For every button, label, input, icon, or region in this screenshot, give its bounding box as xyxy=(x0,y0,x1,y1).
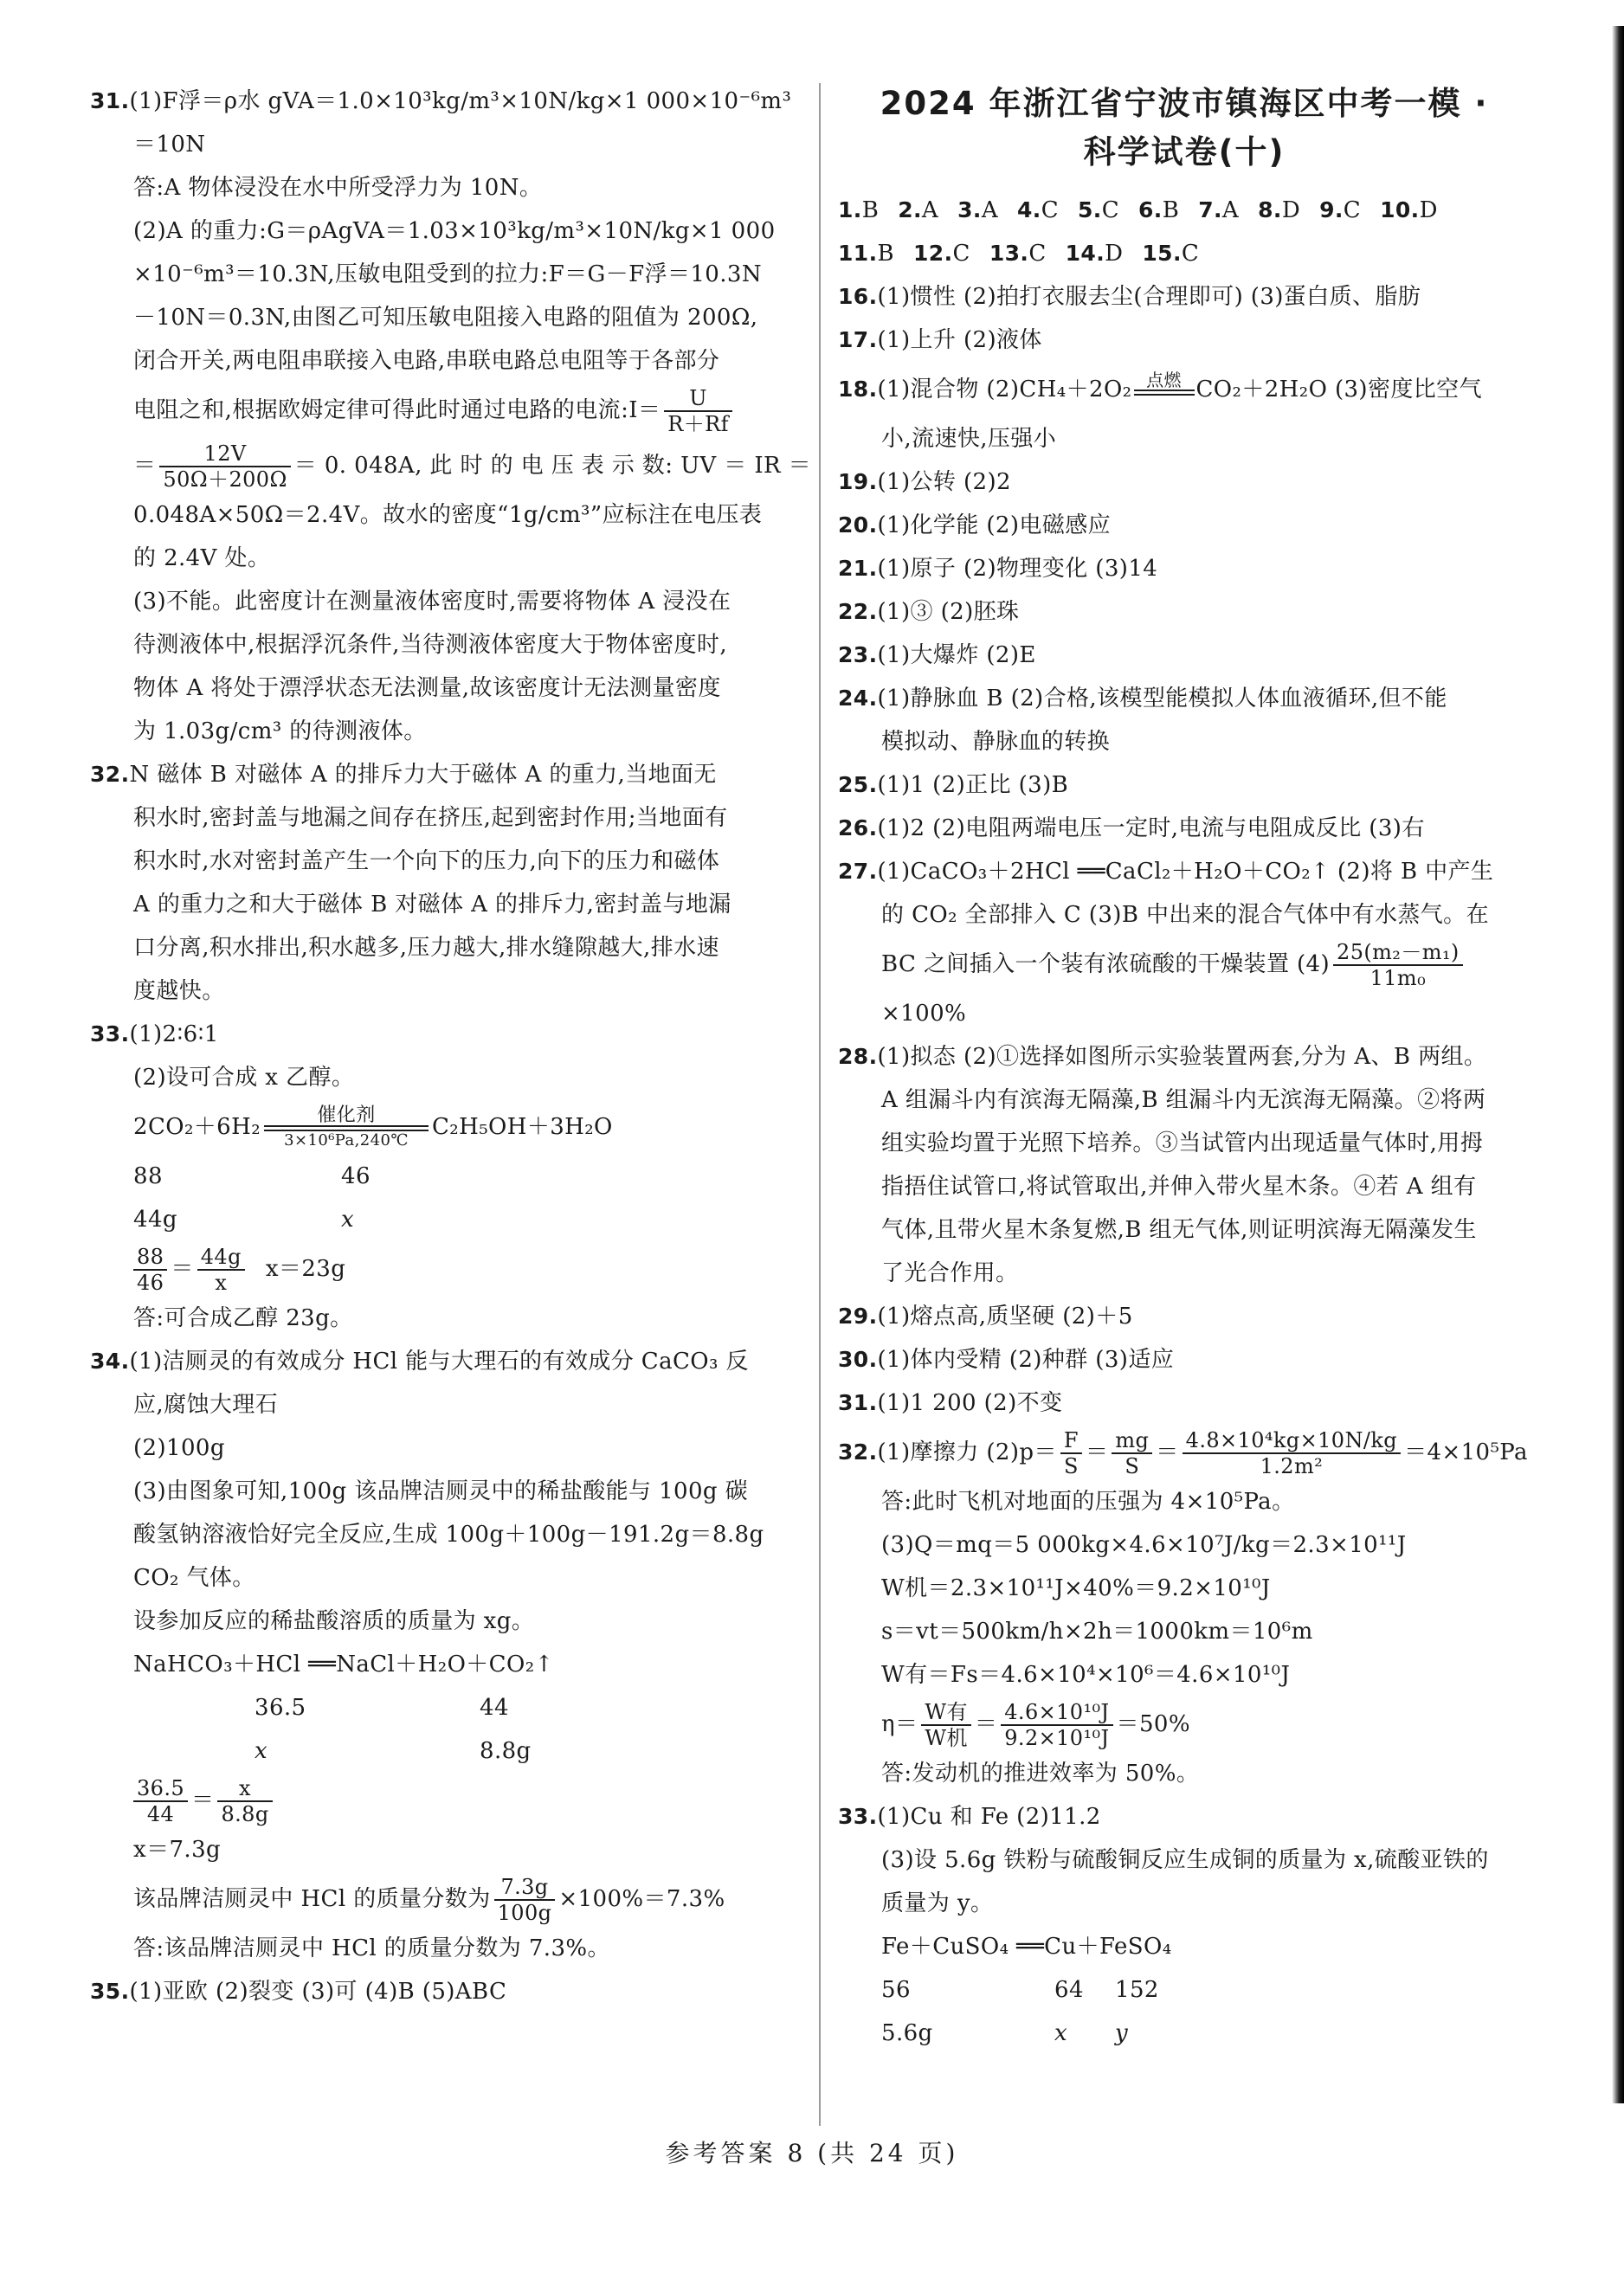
question-number: 8. xyxy=(1258,197,1282,222)
answer-line: 答:该品牌洁厕灵中 HCl 的质量分数为 7.3%。 xyxy=(133,1935,610,1961)
mc-choice: C xyxy=(1028,241,1047,267)
answer-line: (1)F浮＝ρ水 gVA＝1.0×10³kg/m³×10N/kg×1 000×10⁻⁶m³ xyxy=(129,88,792,114)
answer-line: (1)Cu 和 Fe (2)11.2 xyxy=(877,1804,1101,1830)
answer-line: 指捂住试管口,将试管取出,并伸入带火星木条。④若 A 组有 xyxy=(881,1174,1477,1200)
answer-line xyxy=(90,438,812,493)
answer-line: 气体,且带火星木条复燃,B 组无气体,则证明滨海无隔藻发生 xyxy=(881,1217,1477,1243)
denominator: 11m₀ xyxy=(1369,966,1427,990)
text: ＝50% xyxy=(1116,1711,1190,1737)
scan-edge xyxy=(1612,26,1624,2103)
answer-line xyxy=(838,937,1531,992)
fraction xyxy=(664,386,732,436)
denominator: S xyxy=(1125,1454,1140,1478)
answer-line: (1)原子 (2)物理变化 (3)14 xyxy=(877,556,1158,582)
text: (1)摩擦力 (2)p＝ xyxy=(877,1439,1057,1465)
question-number: 34. xyxy=(90,1349,130,1374)
question-number: 19. xyxy=(838,469,878,494)
answer-line: ×100% xyxy=(881,1001,967,1027)
fraction xyxy=(133,1776,188,1826)
mc-choice: C xyxy=(1343,197,1362,223)
result: x＝23g xyxy=(265,1256,346,1282)
question-number: 32. xyxy=(838,1439,878,1465)
text: η＝ xyxy=(881,1711,918,1737)
answer-line: 答:可合成乙醇 23g。 xyxy=(133,1305,353,1331)
proportion xyxy=(90,1773,805,1828)
answer-line: (1)静脉血 B (2)合格,该模型能模拟人体血液循环,但不能 xyxy=(877,686,1447,712)
answer-line: (1)③ (2)胚珠 xyxy=(877,599,1020,625)
answer-34 xyxy=(90,1340,805,1970)
numerator: 88 xyxy=(133,1245,167,1271)
fraction xyxy=(133,1245,167,1295)
answer-line: 待测液体中,根据浮沉条件,当待测液体密度大于物体密度时, xyxy=(133,632,727,658)
answer-line: 小,流速快,压强小 xyxy=(881,426,1057,452)
answer-line: (3)设 5.6g 铁粉与硫酸铜反应生成铜的质量为 x,硫酸亚铁的 xyxy=(881,1847,1489,1873)
text: ＝ 0. 048A, 此 时 的 电 压 表 示 数: UV ＝ IR ＝ xyxy=(293,453,812,479)
question-number: 15. xyxy=(1142,241,1182,266)
mc-choice: C xyxy=(1181,241,1200,267)
answer-line: 答:A 物体浸没在水中所受浮力为 10N。 xyxy=(133,175,543,201)
exam-subtitle: 科学试卷(十) xyxy=(1083,133,1286,171)
answer-33 xyxy=(90,1013,805,1340)
answer-line: 质量为 y。 xyxy=(881,1890,994,1916)
ratio-row xyxy=(90,1155,805,1198)
result: x＝7.3g xyxy=(133,1837,222,1863)
answer-line xyxy=(90,1871,805,1927)
answer-line: (1)亚欧 (2)裂变 (3)可 (4)B (5)ABC xyxy=(129,1979,507,2005)
numerator: 4.6×10¹⁰J xyxy=(1001,1700,1112,1726)
ratio-row xyxy=(838,1968,1531,2012)
mc-choice: B xyxy=(861,197,880,223)
mc-choice: D xyxy=(1419,197,1438,223)
numerator: W有 xyxy=(921,1700,970,1726)
equals: ＝ xyxy=(1156,1439,1179,1465)
mc-answer xyxy=(1198,189,1239,232)
mc-choice: D xyxy=(1105,241,1124,267)
answer-line: 了光合作用。 xyxy=(881,1260,1019,1286)
fraction xyxy=(217,1776,272,1826)
text: 电阻之和,根据欧姆定律可得此时通过电路的电流:I＝ xyxy=(133,397,661,423)
condition-label: 3×10⁶Pa,240℃ xyxy=(284,1130,409,1149)
mc-choice: A xyxy=(981,197,998,223)
answer-line: (1)熔点高,质坚硬 (2)＋5 xyxy=(877,1304,1133,1330)
chemical-equation: Fe＋CuSO₄ ══Cu＋FeSO₄ xyxy=(881,1934,1172,1960)
question-number: 18. xyxy=(838,377,878,402)
ratio-row xyxy=(90,1729,805,1773)
answer-line xyxy=(838,1697,1531,1752)
answer-line: 设参加反应的稀盐酸溶质的质量为 xg。 xyxy=(133,1608,535,1634)
question-number: 12. xyxy=(913,241,953,266)
question-number: 16. xyxy=(838,284,878,309)
mc-choice: C xyxy=(1041,197,1059,223)
mc-choice: A xyxy=(1221,197,1240,223)
answer-line: A 的重力之和大于磁体 B 对磁体 A 的排斥力,密封盖与地漏 xyxy=(133,892,731,918)
question-number: 1. xyxy=(838,197,862,222)
question-number: 10. xyxy=(1380,197,1420,222)
question-number: 6. xyxy=(1138,197,1163,222)
mc-choice: B xyxy=(1162,197,1180,223)
denominator: 1.2m² xyxy=(1260,1454,1324,1478)
answer-line: (1)惯性 (2)拍打衣服去尘(合理即可) (3)蛋白质、脂肪 xyxy=(877,284,1421,310)
equals: ＝ xyxy=(974,1711,998,1737)
mc-answer xyxy=(989,232,1047,275)
answer-line: (1)体内受精 (2)种群 (3)适应 xyxy=(877,1347,1175,1373)
answer-line: (1)大爆炸 (2)E xyxy=(877,642,1036,668)
numerator: 36.5 xyxy=(133,1776,188,1802)
ratio-value: 36.5 xyxy=(255,1695,306,1721)
fraction xyxy=(1001,1700,1112,1750)
answer-line: 组实验均置于光照下培养。③当试管内出现适量气体时,用拇 xyxy=(881,1130,1484,1156)
numerator: U xyxy=(664,386,732,412)
question-number: 32. xyxy=(90,762,130,787)
answer-line: W有＝Fs＝4.6×10⁴×10⁶＝4.6×10¹⁰J xyxy=(881,1662,1291,1688)
question-number: 30. xyxy=(838,1347,878,1372)
answer-line: (1)化学能 (2)电磁感应 xyxy=(877,512,1112,538)
mc-answer xyxy=(1078,189,1119,232)
mc-answer xyxy=(1380,189,1438,232)
reaction-condition xyxy=(1134,370,1195,411)
mc-answer xyxy=(1138,189,1179,232)
proportion xyxy=(90,1241,805,1297)
numerator: 7.3g xyxy=(494,1875,556,1901)
mc-choice: B xyxy=(877,241,895,267)
denominator: 46 xyxy=(137,1271,164,1295)
equals: ＝ xyxy=(171,1256,194,1282)
answer-line: (2)100g xyxy=(133,1435,225,1461)
ratio-value: 46 xyxy=(341,1163,371,1189)
fraction xyxy=(159,441,290,492)
answer-35 xyxy=(90,1970,805,2013)
equals-bar xyxy=(264,1125,429,1131)
question-number: 35. xyxy=(90,1979,130,2004)
question-number: 31. xyxy=(838,1390,878,1415)
answer-18 xyxy=(838,362,1531,417)
question-number: 9. xyxy=(1319,197,1344,222)
fraction xyxy=(197,1245,245,1295)
mc-choice: A xyxy=(921,197,939,223)
numerator: mg xyxy=(1112,1428,1152,1454)
ratio-value: 88 xyxy=(133,1163,163,1189)
reaction-condition xyxy=(264,1106,429,1150)
numerator: 44g xyxy=(197,1245,245,1271)
mc-answer xyxy=(1258,189,1300,232)
ratio-row xyxy=(838,2012,1531,2055)
text: 该品牌洁厕灵中 HCl 的质量分数为 xyxy=(133,1886,491,1912)
ratio-value: x xyxy=(1054,2020,1068,2046)
ratio-value: 56 xyxy=(881,1977,911,2003)
ratio-value: 8.8g xyxy=(480,1738,532,1764)
text: ＝4×10⁵Pa xyxy=(1404,1439,1528,1465)
answer-line: ×10⁻⁶m³＝10.3N,压敏电阻受到的拉力:F＝G－F浮＝10.3N xyxy=(133,261,762,287)
numerator: F xyxy=(1060,1428,1082,1454)
ratio-value: 152 xyxy=(1115,1977,1159,2003)
question-number: 21. xyxy=(838,556,878,581)
ratio-value: y xyxy=(1115,2020,1129,2046)
mc-choice: D xyxy=(1281,197,1301,223)
numerator: 12V xyxy=(159,441,290,467)
mc-answer xyxy=(1066,232,1124,275)
answer-line: 积水时,水对密封盖产生一个向下的压力,向下的压力和磁体 xyxy=(133,848,720,874)
denominator: x xyxy=(215,1271,228,1295)
question-number: 4. xyxy=(1017,197,1041,222)
condition-label: 点燃 xyxy=(1146,369,1182,390)
answer-31 xyxy=(90,80,812,753)
fraction xyxy=(1183,1428,1401,1478)
question-number: 28. xyxy=(838,1044,878,1069)
answer-line: 积水时,密封盖与地漏之间存在挤压,起到密封作用;当地面有 xyxy=(133,805,728,831)
question-number: 24. xyxy=(838,686,878,711)
answer-line: (2)A 的重力:G＝ρAgVA＝1.03×10³kg/m³×10N/kg×1 000 xyxy=(133,218,776,244)
catalyst-label: 催化剂 xyxy=(317,1104,376,1126)
fraction xyxy=(1060,1428,1082,1478)
question-number: 29. xyxy=(838,1304,878,1329)
answer-line: (1)2∶6∶1 xyxy=(129,1021,219,1047)
answer-line: (1)1 (2)正比 (3)B xyxy=(877,772,1069,798)
question-number: 5. xyxy=(1078,197,1102,222)
denominator: 50Ω＋200Ω xyxy=(163,467,287,492)
reactants: 2CO₂＋6H₂ xyxy=(133,1114,261,1140)
denominator: S xyxy=(1063,1454,1079,1478)
answer-line: 口分离,积水排出,积水越多,压力越大,排水缝隙越大,排水速 xyxy=(133,935,719,961)
ratio-value: 44 xyxy=(480,1695,509,1721)
question-number: 27. xyxy=(838,859,878,884)
column-divider xyxy=(819,83,821,2126)
ratio-row xyxy=(90,1198,805,1241)
answer-line: ＝10N xyxy=(133,132,206,158)
mc-answer xyxy=(1319,189,1361,232)
question-number: 11. xyxy=(838,241,878,266)
answer-line: 度越快。 xyxy=(133,978,225,1004)
fraction xyxy=(494,1875,556,1925)
page-footer: 参考答案 8 (共 24 页) xyxy=(665,2139,959,2167)
ratio-value: x xyxy=(341,1207,355,1233)
answer-line: 应,腐蚀大理石 xyxy=(133,1392,279,1418)
mc-answer xyxy=(838,189,879,232)
answer-line: (1)上升 (2)液体 xyxy=(877,327,1042,353)
answer-line: 物体 A 将处于漂浮状态无法测量,故该密度计无法测量密度 xyxy=(133,675,721,701)
answer-line: (1)CaCO₃＋2HCl ══CaCl₂＋H₂O＋CO₂↑ (2)将 B 中产生 xyxy=(877,859,1494,885)
exam-title: 2024 年浙江省宁波市镇海区中考一模 · xyxy=(880,85,1489,122)
question-number: 20. xyxy=(838,512,878,538)
answer-line: 0.048A×50Ω＝2.4V。故水的密度“1g/cm³”应标注在电压表 xyxy=(133,502,763,528)
answer-line: (3)不能。此密度计在测量液体密度时,需要将物体 A 浸没在 xyxy=(133,589,731,615)
numerator: 25(m₂－m₁) xyxy=(1333,940,1463,966)
mc-answer xyxy=(1142,232,1199,275)
ratio-row xyxy=(90,1686,805,1729)
answer-line: CO₂ 气体。 xyxy=(133,1565,255,1591)
answer-line: (2)设可合成 x 乙醇。 xyxy=(133,1065,355,1091)
question-number: 3. xyxy=(957,197,982,222)
denominator: R＋Rf xyxy=(667,412,729,436)
answer-line: 为 1.03g/cm³ 的待测液体。 xyxy=(133,718,427,744)
fraction xyxy=(921,1700,970,1750)
mc-answer xyxy=(913,232,970,275)
fraction xyxy=(1112,1428,1152,1478)
text: BC 之间插入一个装有浓硫酸的干燥装置 (4) xyxy=(881,951,1331,977)
text: CO₂＋2H₂O (3)密度比空气 xyxy=(1195,377,1482,402)
equals: ＝ xyxy=(191,1787,215,1813)
mc-answer xyxy=(1017,189,1059,232)
ratio-value: x xyxy=(255,1738,268,1764)
answer-line: (1)洁厕灵的有效成分 HCl 能与大理石的有效成分 CaCO₃ 反 xyxy=(129,1349,749,1375)
answer-line: N 磁体 B 对磁体 A 的排斥力大于磁体 A 的重力,当地面无 xyxy=(129,762,717,788)
mc-answer xyxy=(957,189,998,232)
numerator: 4.8×10⁴kg×10N/kg xyxy=(1183,1428,1401,1454)
question-number: 23. xyxy=(838,642,878,667)
denominator: 44 xyxy=(146,1802,175,1826)
ratio-value: 5.6g xyxy=(881,2020,933,2046)
question-number: 31. xyxy=(90,88,130,113)
mc-answer xyxy=(838,232,894,275)
answer-line: 的 CO₂ 全部排入 C (3)B 中出来的混合气体中有水蒸气。在 xyxy=(881,902,1489,928)
answer-line: W机＝2.3×10¹¹J×40%＝9.2×10¹⁰J xyxy=(881,1575,1271,1601)
mc-answer xyxy=(898,189,938,232)
chemical-equation xyxy=(90,1099,805,1155)
question-number: 14. xyxy=(1065,241,1105,266)
question-number: 17. xyxy=(838,327,878,352)
text: (1)混合物 (2)CH₄＋2O₂ xyxy=(877,377,1132,402)
denominator: 100g xyxy=(497,1901,552,1925)
answer-line: 答:此时飞机对地面的压强为 4×10⁵Pa。 xyxy=(881,1489,1295,1515)
question-number: 22. xyxy=(838,599,878,624)
fraction xyxy=(1333,940,1463,990)
answer-line: (3)由图象可知,100g 该品牌洁厕灵中的稀盐酸能与 100g 碳 xyxy=(133,1478,749,1504)
answer-32 xyxy=(90,753,805,1013)
answer-line: 的 2.4V 处。 xyxy=(133,545,271,571)
answer-line: 闭合开关,两电阻串联接入电路,串联电路总电阻等于各部分 xyxy=(133,348,720,374)
question-number: 33. xyxy=(838,1804,878,1829)
equals: ＝ xyxy=(1085,1439,1109,1465)
left-column xyxy=(90,80,812,2013)
answer-line: 酸氢钠溶液恰好完全反应,生成 100g＋100g－191.2g＝8.8g xyxy=(133,1522,764,1548)
multiple-choice-row-2 xyxy=(838,232,1531,275)
answer-line: －10N＝0.3N,由图乙可知压敏电阻接入电路的阻值为 200Ω, xyxy=(133,305,758,331)
answer-line: 答:发动机的推进效率为 50%。 xyxy=(881,1761,1200,1787)
answer-line: (1)1 200 (2)不变 xyxy=(877,1390,1063,1416)
question-number: 13. xyxy=(989,241,1029,266)
answer-line: 模拟动、静脉血的转换 xyxy=(881,729,1111,755)
answer-line: A 组漏斗内有滨海无隔藻,B 组漏斗内无滨海无隔藻。②将两 xyxy=(881,1087,1486,1113)
answer-line: s＝vt＝500km/h×2h＝1000km＝10⁶m xyxy=(881,1619,1313,1645)
numerator: x xyxy=(217,1776,272,1802)
text: ＝ xyxy=(133,453,157,479)
answer-line: (1)2 (2)电阻两端电压一定时,电流与电阻成反比 (3)右 xyxy=(877,815,1425,841)
mc-choice: C xyxy=(952,241,970,267)
ratio-value: 44g xyxy=(133,1207,177,1233)
chemical-equation: NaHCO₃＋HCl ══NaCl＋H₂O＋CO₂↑ xyxy=(133,1652,554,1677)
denominator: W机 xyxy=(925,1726,968,1750)
answer-line: (3)Q＝mq＝5 000kg×4.6×10⁷J/kg＝2.3×10¹¹J xyxy=(881,1532,1407,1558)
question-number: 7. xyxy=(1198,197,1222,222)
multiple-choice-row-1 xyxy=(838,189,1531,232)
answer-line xyxy=(90,383,805,438)
products: C₂H₅OH＋3H₂O xyxy=(432,1114,613,1140)
mc-choice: C xyxy=(1101,197,1119,223)
ratio-value: 64 xyxy=(1054,1977,1084,2003)
answer-line: (1)公转 (2)2 xyxy=(877,469,1011,495)
right-column xyxy=(838,80,1531,2055)
answer-line: (1)拟态 (2)①选择如图所示实验装置两套,分为 A、B 两组。 xyxy=(877,1044,1487,1070)
text: ×100%＝7.3% xyxy=(558,1886,725,1912)
question-number: 33. xyxy=(90,1021,130,1046)
equals-bar xyxy=(1134,390,1195,396)
question-number: 26. xyxy=(838,815,878,840)
denominator: 9.2×10¹⁰J xyxy=(1004,1726,1110,1750)
denominator: 8.8g xyxy=(221,1802,269,1826)
question-number: 25. xyxy=(838,772,878,797)
answer-32-line xyxy=(838,1425,1531,1480)
question-number: 2. xyxy=(898,197,922,222)
